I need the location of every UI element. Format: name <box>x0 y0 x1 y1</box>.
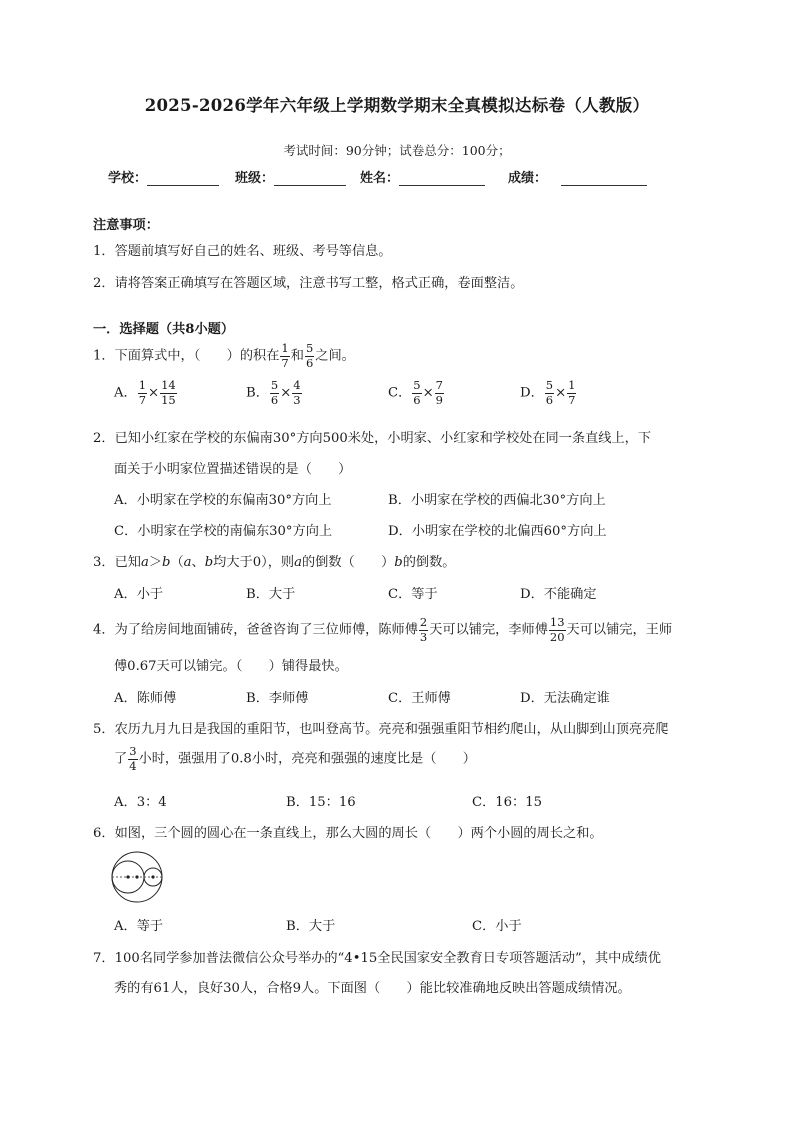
option-c[interactable]: C．王师傅 <box>388 691 451 706</box>
fraction: $\frac{3}{4}$ <box>129 744 137 773</box>
question-1-stem: 1．下面算式中，（ ）的积在 $\frac{1}{7}$ 和 $\frac{5}{6}$ 之间。 <box>93 341 355 370</box>
option-c[interactable]: C．小于 <box>472 919 522 934</box>
option-b[interactable]: B．大于 <box>246 587 296 602</box>
question-5-line: 了 $\frac{3}{4}$ 小时，强强用了0.8小时，亮亮和强强的速度比是（ ） <box>114 744 476 773</box>
option-b[interactable]: B．小明家在学校的西偏北30°方向上 <box>388 493 606 508</box>
option-a[interactable]: A．等于 <box>114 919 164 934</box>
question-4-stem: 4．为了给房间地面铺砖，爸爸咨询了三位师傅，陈师傅 $\frac{2}{3}$ 天可以铺完，李师傅 $\frac{13}{20}$ 天可以铺完，王师 <box>93 615 673 644</box>
center-dot <box>135 875 138 878</box>
question-2-line: 面关于小明家位置描述错误的是（ ） <box>114 462 352 477</box>
option-d[interactable]: D．小明家在学校的北偏西60°方向上 <box>388 524 607 539</box>
option-d[interactable]: D．无法确定谁 <box>520 691 610 706</box>
option-a[interactable]: A．小明家在学校的东偏南30°方向上 <box>114 493 332 508</box>
option-d[interactable]: D．不能确定 <box>520 587 597 602</box>
notes-heading: 注意事项： <box>93 218 159 233</box>
three-circles-figure <box>110 850 166 904</box>
fraction: $\frac{2}{3}$ <box>419 615 428 644</box>
class-field[interactable] <box>235 167 346 186</box>
name-blank[interactable] <box>399 170 485 186</box>
exam-title: 2025-2026学年六年级上学期数学期末全真模拟达标卷（人教版） <box>144 96 650 115</box>
class-blank[interactable] <box>274 170 346 186</box>
note-item: 2．请将答案正确填写在答题区域，注意书写工整，格式正确，卷面整洁。 <box>93 276 524 291</box>
option-a[interactable]: A．3：4 <box>114 795 167 810</box>
option-d[interactable]: D． $\frac{5}{6}$ × $\frac{1}{7}$ <box>520 378 576 407</box>
option-c[interactable]: C． $\frac{5}{6}$ × $\frac{7}{9}$ <box>388 378 443 407</box>
option-b[interactable]: B． $\frac{5}{6}$ × $\frac{4}{3}$ <box>246 378 301 407</box>
option-c[interactable]: C．16：15 <box>472 795 543 810</box>
school-field[interactable] <box>108 167 219 186</box>
school-label: 学校： <box>108 171 148 186</box>
score-blank[interactable] <box>561 170 647 186</box>
class-label: 班级： <box>235 171 275 186</box>
exam-info: 考试时间：90分钟；试卷总分：100分； <box>283 143 511 158</box>
score-label: 成绩： <box>508 171 548 186</box>
section-heading: 一．选择题（共8小题） <box>93 322 235 337</box>
note-item: 1．答题前填写好自己的姓名、班级、考号等信息。 <box>93 244 392 259</box>
question-7-line: 秀的有61人，良好30人，合格9人。下面图（ ）能比较准确地反映出答题成绩情况。 <box>114 981 631 996</box>
fraction: $\frac{1}{7}$ <box>281 341 289 370</box>
name-label: 姓名： <box>360 171 400 186</box>
question-3-stem: 3．已知a＞b（a、b均大于0），则a的倒数（ ）b的倒数。 <box>93 555 456 570</box>
option-c[interactable]: C．等于 <box>388 587 438 602</box>
score-field[interactable] <box>508 167 647 186</box>
option-b[interactable]: B．李师傅 <box>246 691 309 706</box>
option-a[interactable]: A． $\frac{1}{7}$ × $\frac{14}{15}$ <box>114 378 176 407</box>
fraction: $\frac{13}{20}$ <box>549 615 565 644</box>
question-6-stem: 6．如图，三个圆的圆心在一条直线上，那么大圆的周长（ ）两个小圆的周长之和。 <box>93 826 603 841</box>
question-7-line: 7．100名同学参加普法微信公众号举办的“4•15全民国家安全教育日专项答题活动”，其中成绩优 <box>93 951 661 966</box>
option-a[interactable]: A．小于 <box>114 587 164 602</box>
name-field[interactable] <box>360 167 485 186</box>
option-c[interactable]: C．小明家在学校的南偏东30°方向上 <box>114 524 333 539</box>
fraction: $\frac{5}{6}$ <box>305 341 314 370</box>
option-b[interactable]: B．大于 <box>286 919 336 934</box>
question-5-line: 5．农历九月九日是我国的重阳节，也叫登高节。亮亮和强强重阳节相约爬山，从山脚到山顶亮亮爬 <box>93 722 669 737</box>
center-dot <box>151 875 154 878</box>
center-dot <box>126 875 129 878</box>
option-b[interactable]: B．15：16 <box>286 795 356 810</box>
school-blank[interactable] <box>147 170 219 186</box>
option-a[interactable]: A．陈师傅 <box>114 691 177 706</box>
question-2-line: 2．已知小红家在学校的东偏南30°方向500米处，小明家、小红家和学校处在同一条直线上，下 <box>93 431 652 446</box>
question-4-line: 傅0.67天可以铺完。（ ）铺得最快。 <box>114 659 348 674</box>
